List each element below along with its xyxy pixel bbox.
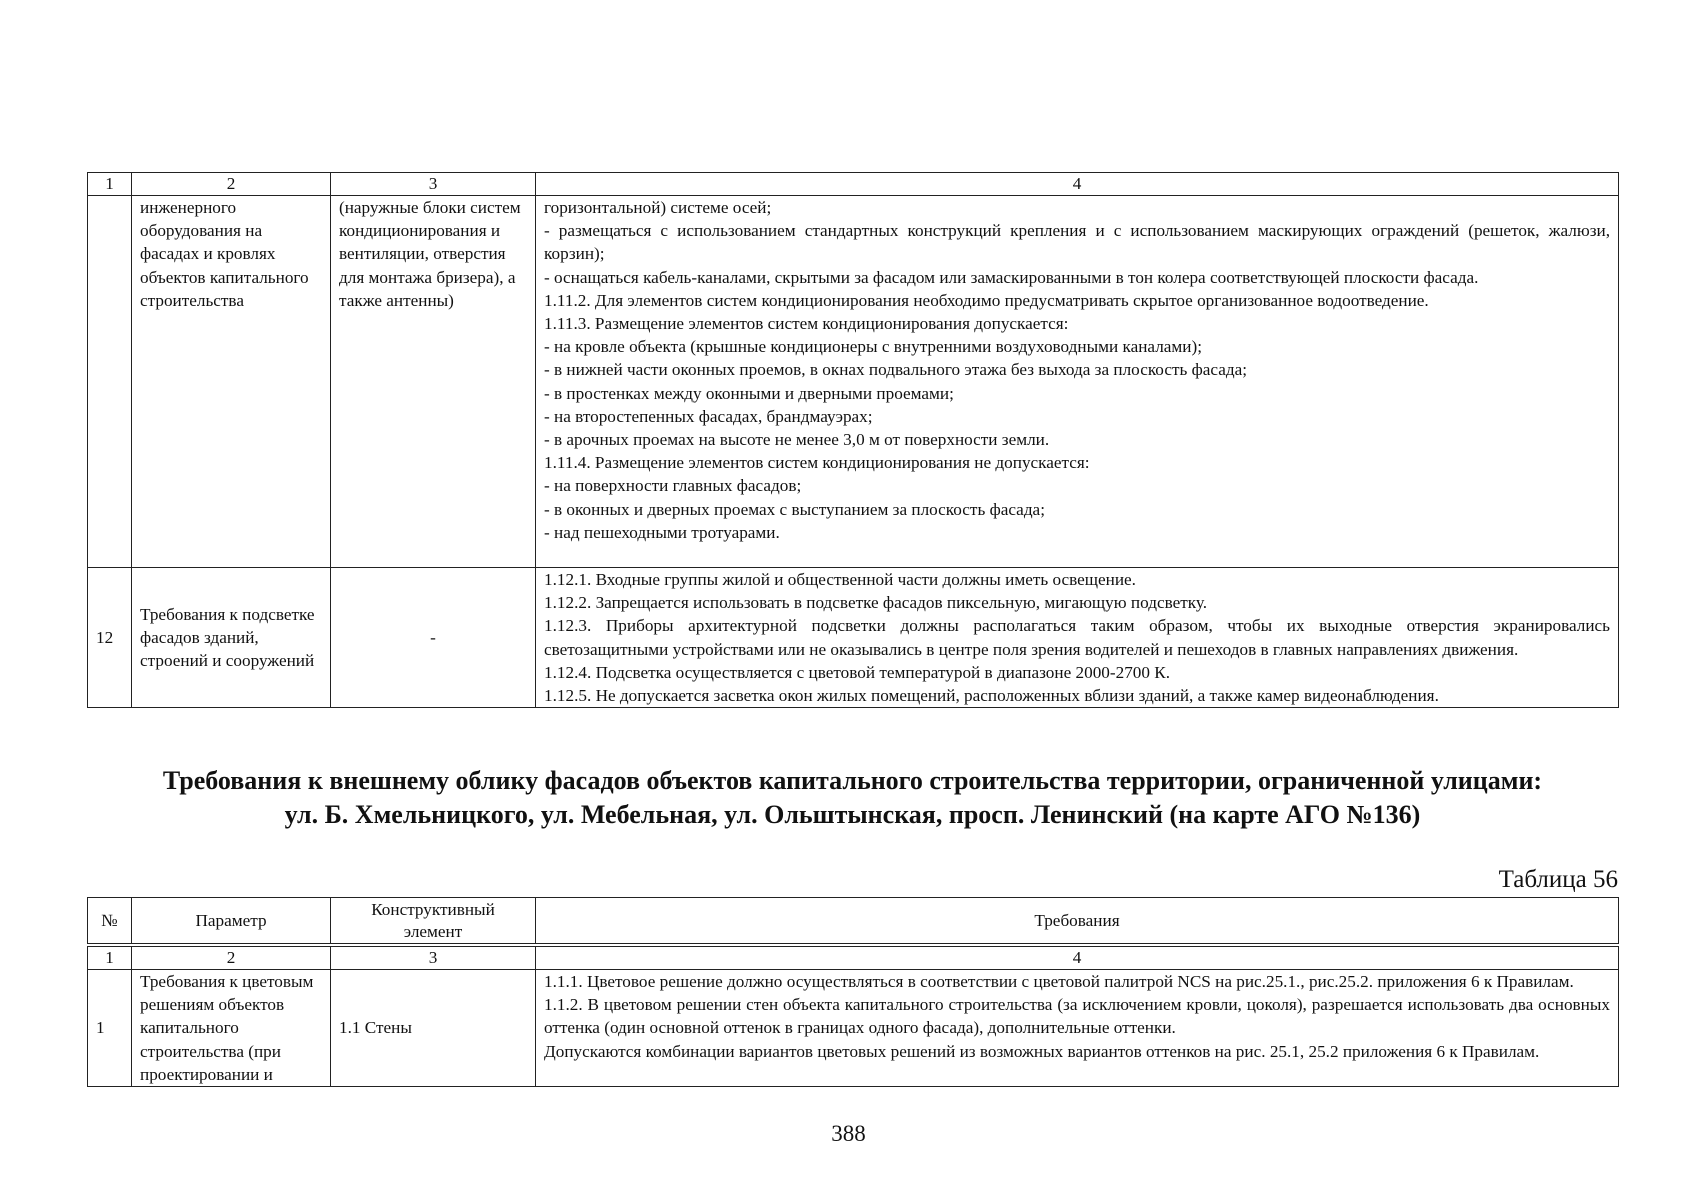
header-number: № xyxy=(88,898,132,944)
requirements-cell xyxy=(536,970,1619,1087)
table-row xyxy=(88,970,1619,1087)
heading-line: ул. Б. Хмельницкого, ул. Мебельная, ул. Ольштынская, просп. Ленинский (на карте АГО №136) xyxy=(284,800,1421,829)
table-row xyxy=(88,568,1619,708)
requirement-line: 1.12.4. Подсветка осуществляется с цветовой температурой в диапазоне 2000-2700 К. xyxy=(544,662,1171,682)
col-number: 4 xyxy=(536,947,1619,970)
requirement-line: 1.12.1. Входные группы жилой и общественной части должны иметь освещение. xyxy=(544,570,1136,589)
requirement-line: Допускаются комбинации вариантов цветовых решений из возможных вариантов оттенков на рис. 25.1, 25.2 приложения 6 к Правилам. xyxy=(544,1041,1540,1061)
page-number: 388 xyxy=(831,1121,866,1146)
col-number: 4 xyxy=(536,173,1619,196)
requirement-line: 1.11.3. Размещение элементов систем кондиционирования допускается: xyxy=(544,314,1069,334)
requirement-line: - на второстепенных фасадах, брандмауэрах; xyxy=(544,406,873,426)
requirements-cell xyxy=(536,196,1619,568)
requirement-line: - в простенках между оконными и дверными проемами; xyxy=(544,383,954,403)
row-number: 1 xyxy=(88,970,132,1087)
requirement-line: горизонтальной) системе осей; xyxy=(544,198,772,217)
element-cell: - xyxy=(331,568,536,708)
table-56-header xyxy=(87,897,1619,944)
col-number: 1 xyxy=(88,947,132,970)
header-element: Конструктивный элемент xyxy=(331,898,536,944)
continuation-table xyxy=(87,172,1619,708)
requirement-line: - размещаться с использованием стандартных конструкций крепления и с использованием маскирующих ограждений (решеток, жалюзи, корзин); xyxy=(544,221,1610,264)
parameter-cell: Требования к цветовым решениям объектов капитального строительства (при проектировании и xyxy=(132,970,331,1087)
requirements-cell xyxy=(536,568,1619,708)
parameter-cell: Требования к подсветке фасадов зданий, строений и сооружений xyxy=(132,568,331,708)
requirement-line: 1.1.1. Цветовое решение должно осуществляться в соответствии с цветовой палитрой NCS на рис.25.1., рис.25.2. приложения 6 к Правилам. xyxy=(544,972,1574,991)
col-number: 2 xyxy=(132,947,331,970)
requirement-line: - на поверхности главных фасадов; xyxy=(544,476,802,496)
table-56 xyxy=(87,946,1619,1087)
heading-line: Требования к внешнему облику фасадов объектов капитального строительства территории, ограниченной улицами: xyxy=(162,766,1543,795)
element-cell: (наружные блоки систем кондиционирования и вентиляции, отверстия для монтажа бризера), а также антенны) xyxy=(331,196,536,568)
requirement-line: 1.1.2. В цветовом решении стен объекта капитального строительства (за исключением кровли, цоколя), разрешается использовать два основных оттенка (один основной оттенок в границах одного фасада), дополнительные оттенки. xyxy=(544,995,1610,1038)
requirement-line: 1.12.3. Приборы архитектурной подсветки должны располагаться таким образом, чтобы их выходные отверстия экранировались светозащитными устройствами или не оказывались в центре поля зрения водителей и пешеходов в главных направлениях движения. xyxy=(544,616,1610,659)
requirement-line: - на кровле объекта (крышные кондиционеры с внутренними воздуховодными каналами); xyxy=(544,337,1202,357)
parameter-cell: инженерного оборудования на фасадах и кровлях объектов капитального строительства xyxy=(132,196,331,568)
requirement-line: - в оконных и дверных проемах с выступанием за плоскость фасада; xyxy=(544,499,1045,519)
row-number xyxy=(88,196,132,568)
table-row xyxy=(88,196,1619,568)
requirement-line: - оснащаться кабель-каналами, скрытыми за фасадом или замаскированными в тон колера соответствующей плоскости фасада. xyxy=(544,267,1479,287)
requirement-line: 1.12.2. Запрещается использовать в подсветке фасадов пиксельную, мигающую подсветку. xyxy=(544,593,1207,613)
section-heading xyxy=(87,764,1618,832)
element-cell: 1.1 Стены xyxy=(331,970,536,1087)
table-label: Таблица 56 xyxy=(1498,866,1618,893)
row-number: 12 xyxy=(88,568,132,708)
header-row xyxy=(88,898,1619,944)
requirement-line: 1.12.5. Не допускается засветка окон жилых помещений, расположенных вблизи зданий, а также камер видеонаблюдения. xyxy=(544,686,1439,706)
requirement-line: 1.11.4. Размещение элементов систем кондиционирования не допускается: xyxy=(544,453,1090,473)
requirement-line: - над пешеходными тротуарами. xyxy=(544,522,780,542)
col-number: 3 xyxy=(331,173,536,196)
column-number-row xyxy=(88,947,1619,970)
header-requirements: Требования xyxy=(536,898,1619,944)
column-number-row xyxy=(88,173,1619,196)
requirement-line: - в нижней части оконных проемов, в окнах подвального этажа без выхода за плоскость фасада; xyxy=(544,360,1247,380)
header-parameter: Параметр xyxy=(132,898,331,944)
requirement-line: - в арочных проемах на высоте не менее 3,0 м от поверхности земли. xyxy=(544,430,1050,450)
col-number: 1 xyxy=(88,173,132,196)
col-number: 3 xyxy=(331,947,536,970)
requirement-line: 1.11.2. Для элементов систем кондиционирования необходимо предусматривать скрытое организованное водоотведение. xyxy=(544,290,1429,310)
col-number: 2 xyxy=(132,173,331,196)
